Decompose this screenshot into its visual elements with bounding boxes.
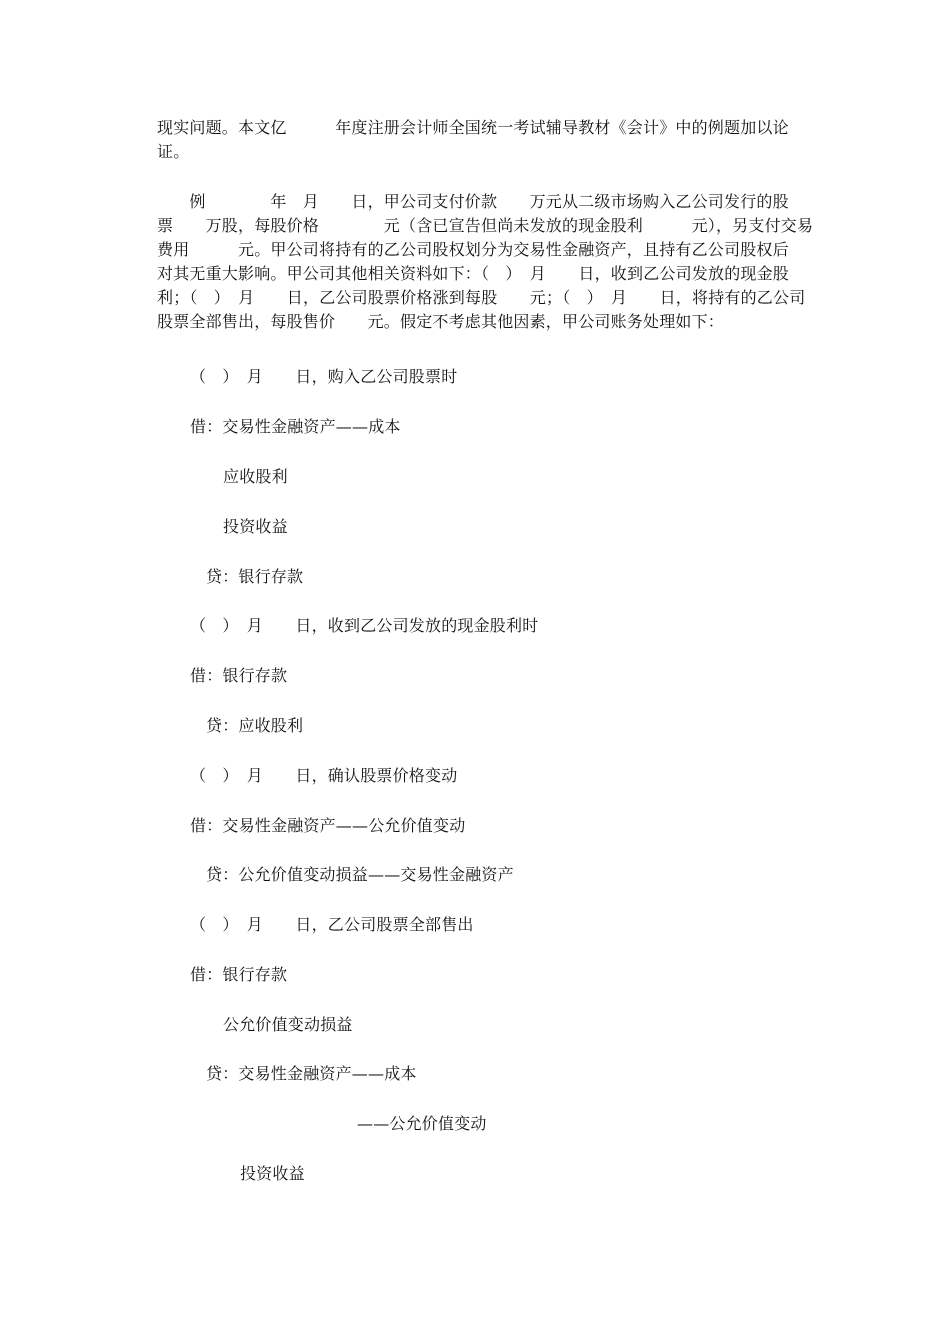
entry-debit: 借：交易性金融资产——公允价值变动 — [190, 816, 466, 835]
example-line: 对其无重大影响。甲公司其他相关资料如下：（ ） 月 日，收到乙公司发放的现金股 — [157, 264, 790, 283]
entry-credit: 贷：公允价值变动损益——交易性金融资产 — [206, 865, 514, 884]
entry-credit: 投资收益 — [240, 1164, 305, 1183]
entry-credit: 贷：交易性金融资产——成本 — [206, 1064, 417, 1083]
intro-line: 现实问题。本文亿 年度注册会计师全国统一考试辅导教材《会计》中的例题加以论 — [157, 118, 789, 137]
entry-step-title: （ ） 月 日，确认股票价格变动 — [190, 766, 458, 785]
entry-step-title: （ ） 月 日，购入乙公司股票时 — [190, 367, 458, 386]
entry-step-title: （ ） 月 日，收到乙公司发放的现金股利时 — [190, 616, 539, 635]
entry-debit: 借：银行存款 — [190, 666, 288, 685]
entry-debit: 应收股利 — [223, 467, 288, 486]
entry-debit: 公允价值变动损益 — [223, 1015, 353, 1034]
intro-paragraph — [157, 116, 809, 164]
entry-debit: 投资收益 — [223, 517, 288, 536]
example-line: 例 年 月 日，甲公司支付价款 万元从二级市场购入乙公司发行的股 — [157, 192, 789, 211]
example-line: 票 万股，每股价格 元（含已宣告但尚未发放的现金股利 元），另支付交易 — [157, 216, 814, 235]
entry-credit: 贷：银行存款 — [206, 567, 304, 586]
example-paragraph — [157, 190, 814, 334]
example-line: 利；（ ） 月 日，乙公司股票价格涨到每股 元；（ ） 月 日，将持有的乙公司 — [157, 288, 806, 307]
entry-step-title: （ ） 月 日，乙公司股票全部售出 — [190, 915, 474, 934]
example-line: 费用 元。甲公司将持有的乙公司股权划分为交易性金融资产，且持有乙公司股权后 — [157, 240, 789, 259]
entry-credit: ——公允价值变动 — [357, 1114, 487, 1133]
example-line: 股票全部售出，每股售价 元。假定不考虑其他因素，甲公司账务处理如下： — [157, 312, 725, 331]
intro-line: 证。 — [157, 142, 190, 161]
entry-credit: 贷：应收股利 — [206, 716, 304, 735]
entry-debit: 借：交易性金融资产——成本 — [190, 417, 401, 436]
entry-debit: 借：银行存款 — [190, 965, 288, 984]
